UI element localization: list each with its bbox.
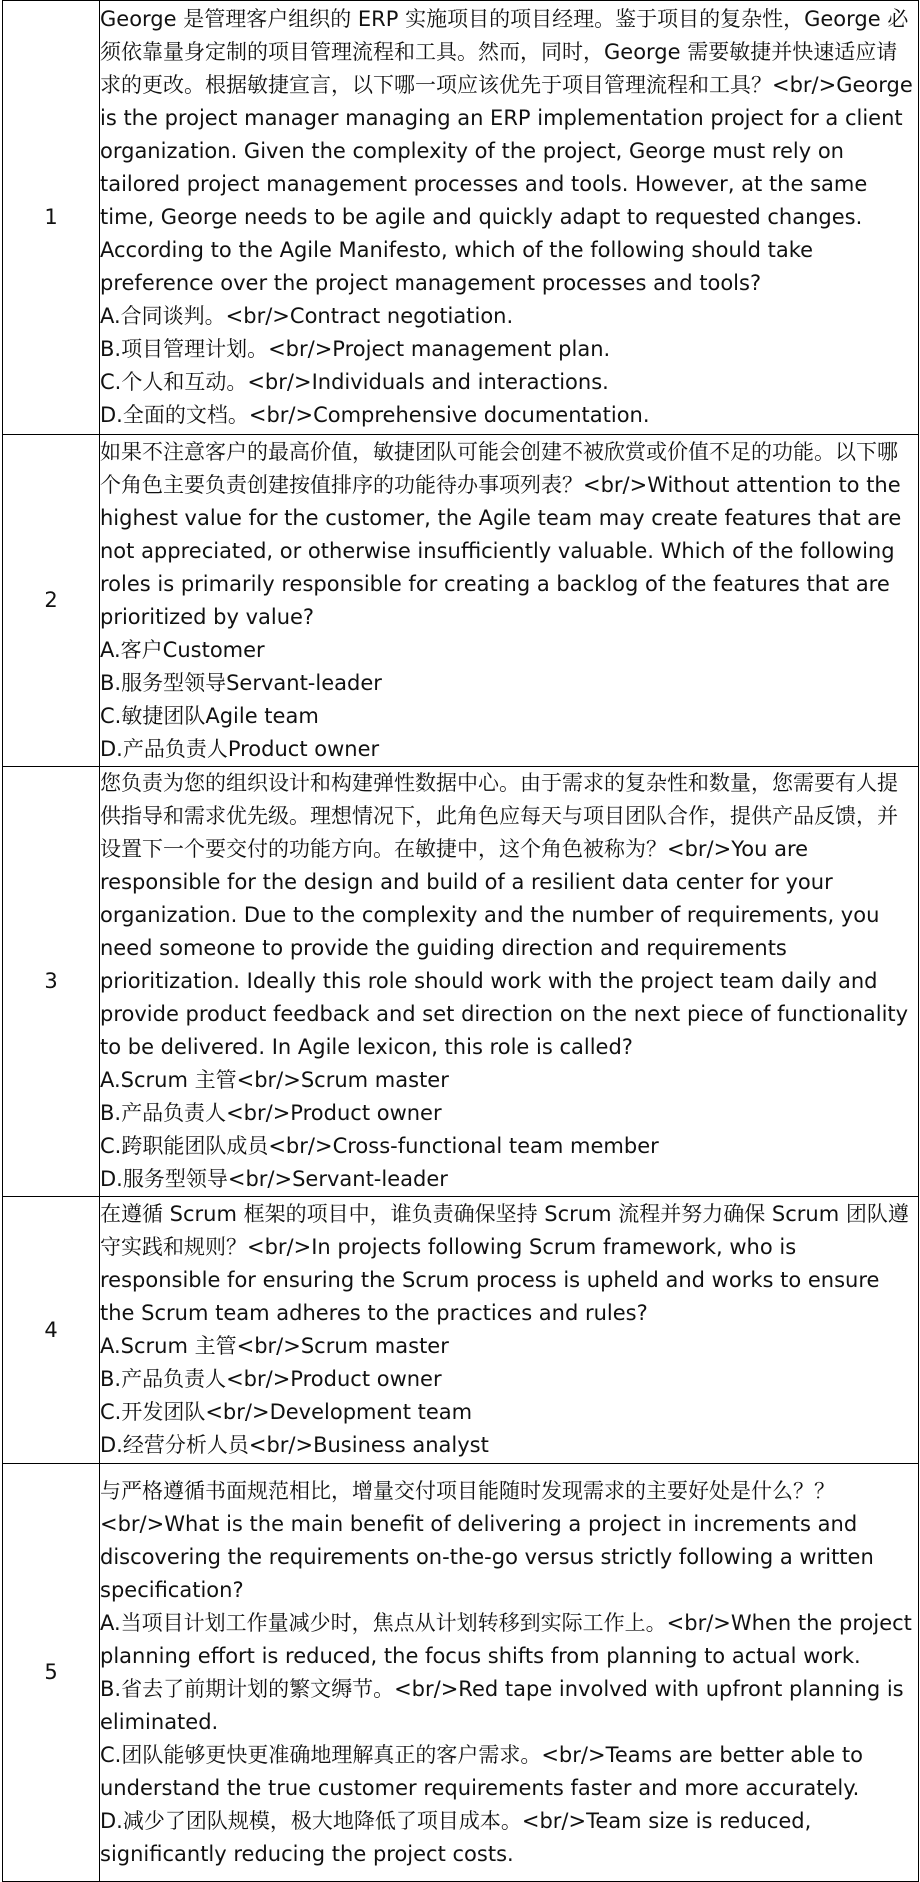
question-cell — [100, 435, 919, 767]
table-row — [3, 435, 919, 767]
option-b: B.服务型领导Servant-leader — [100, 670, 382, 695]
question-cell — [100, 1, 919, 435]
table-row — [3, 767, 919, 1197]
option-d: D.减少了团队规模，极大地降低了项目成本。<br/>Team size is reduced, significantly reducing the project costs. — [100, 1808, 812, 1866]
option-d: D.经营分析人员<br/>Business analyst — [100, 1433, 489, 1457]
option-b: B.省去了前期计划的繁文缛节。<br/>Red tape involved with upfront planning is eliminated. — [100, 1676, 904, 1734]
question-number: 4 — [3, 1197, 100, 1464]
question-number: 2 — [3, 435, 100, 767]
option-b: B.项目管理计划。<br/>Project management plan. — [100, 337, 611, 361]
option-c: C.敏捷团队Agile team — [100, 703, 319, 728]
question-cell — [100, 767, 919, 1197]
question-stem: 您负责为您的组织设计和构建弹性数据中心。由于需求的复杂性和数量，您需要有人提供指导和需求优先级。理想情况下，此角色应每天与项目团队合作，提供产品反馈，并设置下一个要交付的功能方向。在敏捷中，这个角色被称为？<br/>You are responsible for the design and build of a resilient data center for your organization. Due to the complexity and the number of requirements, you need someone to provide the guiding direction and requirements prioritization. Ideally this role should work with the project team daily and provide product feedback and set direction on the next piece of functionality to be delivered. In Agile lexicon, this role is called? — [100, 771, 909, 1059]
question-stem: George 是管理客户组织的 ERP 实施项目的项目经理。鉴于项目的复杂性，George 必须依靠量身定制的项目管理流程和工具。然而，同时，George 需要敏捷并快速适应请求的更改。根据敏捷宣言，以下哪一项应该优先于项目管理流程和工具？<br/>George is the project manager managing an ERP implementation project for a client organization. Given the complexity of the project, George must rely on tailored project management processes and tools. However, at the same time, George needs to be agile and quickly adapt to requested changes. According to the Agile Manifesto, which of the following should take preference over the project management processes and tools? — [100, 7, 913, 295]
table-row — [3, 1, 919, 435]
question-cell — [100, 1464, 919, 1882]
question-number: 1 — [3, 1, 100, 435]
option-a: A.Scrum 主管<br/>Scrum master — [100, 1334, 449, 1358]
option-c: C.团队能够更快更准确地理解真正的客户需求。<br/>Teams are better able to understand the true customer requirements faster and more accurately. — [100, 1742, 863, 1800]
question-stem: 在遵循 Scrum 框架的项目中，谁负责确保坚持 Scrum 流程并努力确保 Scrum 团队遵守实践和规则？<br/>In projects following Scrum framework, who is responsible for ensuring the Scrum process is upheld and works to ensure the Scrum team adheres to the practices and rules? — [100, 1202, 909, 1325]
option-a: A.Scrum 主管<br/>Scrum master — [100, 1068, 449, 1092]
option-c: C.开发团队<br/>Development team — [100, 1400, 473, 1424]
question-stem: 与严格遵循书面规范相比，增量交付项目能随时发现需求的主要好处是什么？？<br/>What is the main benefit of delivering a project in increments and discovering the requirements on-the-go versus strictly following a written specification? — [100, 1478, 874, 1602]
option-d: D.产品负责人Product owner — [100, 736, 380, 761]
question-number: 3 — [3, 767, 100, 1197]
option-a: A.合同谈判。<br/>Contract negotiation. — [100, 304, 514, 328]
question-cell — [100, 1197, 919, 1464]
question-table — [2, 0, 919, 1882]
option-c: C.跨职能团队成员<br/>Cross-functional team member — [100, 1134, 659, 1158]
option-b: B.产品负责人<br/>Product owner — [100, 1367, 442, 1391]
table-row — [3, 1197, 919, 1464]
option-d: D.全面的文档。<br/>Comprehensive documentation. — [100, 403, 650, 427]
option-a: A.客户Customer — [100, 637, 265, 662]
question-number: 5 — [3, 1464, 100, 1882]
option-c: C.个人和互动。<br/>Individuals and interactions. — [100, 370, 609, 394]
option-b: B.产品负责人<br/>Product owner — [100, 1101, 442, 1125]
question-stem: 如果不注意客户的最高价值，敏捷团队可能会创建不被欣赏或价值不足的功能。以下哪个角色主要负责创建按值排序的功能待办事项列表？<br/>Without attention to the highest value for the customer, the Agile team may create features that are not appreciated, or otherwise insufficiently valuable. Which of the following roles is primarily responsible for creating a backlog of the features that are prioritized by value? — [100, 439, 902, 629]
option-a: A.当项目计划工作量减少时，焦点从计划转移到实际工作上。<br/>When the project planning effort is reduced, the focus shifts from planning to actual work. — [100, 1610, 912, 1668]
option-d: D.服务型领导<br/>Servant-leader — [100, 1167, 448, 1191]
table-row — [3, 1464, 919, 1882]
